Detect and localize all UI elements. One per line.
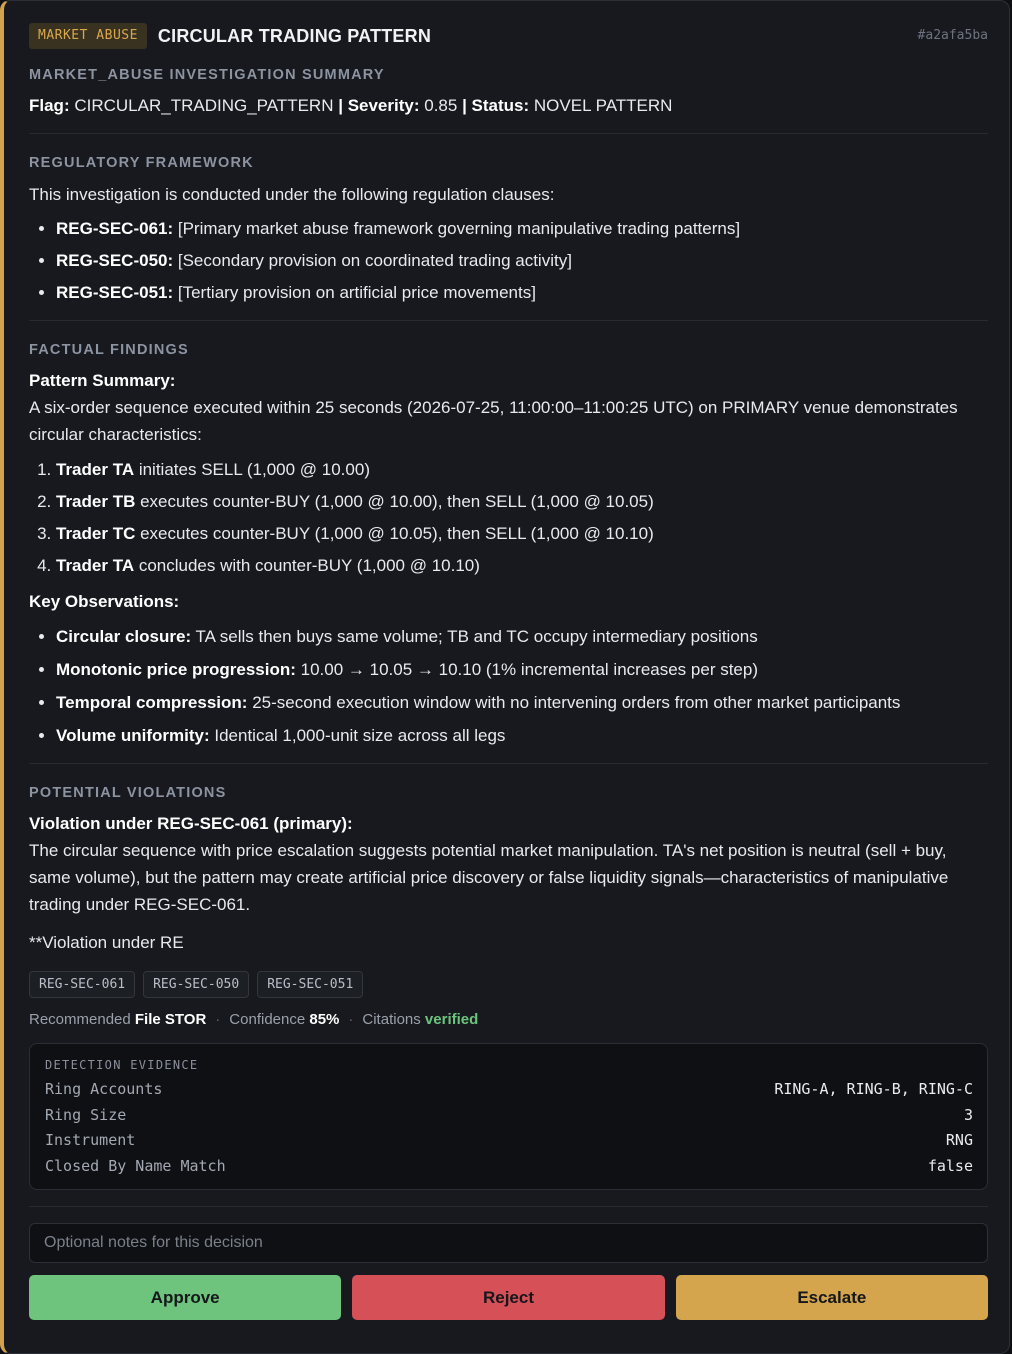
evidence-value: RING-A, RING-B, RING-C [774, 1080, 973, 1098]
divider [29, 320, 988, 321]
step-text: concludes with counter-BUY (1,000 @ 10.10) [138, 556, 480, 575]
evidence-key: Ring Size [45, 1105, 127, 1124]
reject-button[interactable]: Reject [352, 1275, 664, 1320]
detection-evidence-panel [29, 1043, 988, 1190]
list-item [56, 620, 988, 653]
regulation-text: [Secondary provision on coordinated trading activity] [177, 251, 572, 270]
divider [29, 1206, 988, 1207]
evidence-value: 3 [963, 1105, 973, 1124]
pattern-label [29, 367, 988, 394]
confidence-label: Confidence [229, 1011, 306, 1028]
list-item [56, 686, 988, 719]
framework-heading: REGULATORY FRAMEWORK [29, 155, 254, 171]
violations-section [29, 783, 988, 956]
pattern-text: A six-order sequence executed within 25 seconds (2026-07-25, 11:00:00–11:00:25 UTC) on PRIMARY venue demonstrates circular characteristics: [29, 398, 958, 444]
divider [29, 133, 988, 134]
citations-status: verified [424, 1011, 479, 1028]
recommended-value: File STOR [134, 1011, 207, 1028]
observation-label: Temporal compression: [56, 693, 248, 712]
observations-list [29, 620, 988, 752]
flag-label: Flag: [29, 96, 70, 115]
approve-button[interactable]: Approve [29, 1275, 341, 1320]
list-item [56, 245, 988, 277]
observation-label: Monotonic price progression: [56, 660, 296, 679]
alert-title: CIRCULAR TRADING PATTERN [157, 25, 432, 46]
evidence-key: Closed By Name Match [45, 1156, 226, 1175]
regulation-chip: REG-SEC-061 [29, 971, 135, 998]
trader-name: Trader TB [56, 492, 136, 511]
regulation-chip: REG-SEC-050 [143, 971, 249, 998]
trader-name: Trader TA [56, 460, 135, 479]
card-header [29, 22, 988, 50]
status-label: Status: [471, 96, 530, 115]
regulation-text: [Tertiary provision on artificial price movements] [177, 283, 536, 302]
summary-section [29, 65, 988, 119]
observation-label: Volume uniformity: [56, 726, 210, 745]
summary-heading: MARKET_ABUSE INVESTIGATION SUMMARY [29, 67, 385, 83]
separator: | [333, 96, 348, 115]
meta-separator: · [348, 1011, 354, 1028]
trader-name: Trader TC [56, 524, 136, 543]
findings-heading: FACTUAL FINDINGS [29, 342, 189, 358]
observation-text: Identical 1,000-unit size across all legs [214, 726, 506, 745]
evidence-row [45, 1154, 973, 1180]
findings-section [29, 340, 988, 752]
regulation-chips [29, 971, 988, 998]
recommended-label: Recommended [29, 1011, 131, 1028]
decision-meta [29, 1011, 988, 1028]
divider [29, 763, 988, 764]
escalate-button[interactable]: Escalate [676, 1275, 988, 1320]
regulation-code: REG-SEC-051: [56, 283, 174, 302]
separator: | [457, 96, 472, 115]
regulation-text: [Primary market abuse framework governing manipulative trading patterns] [177, 219, 741, 238]
violation-label-text: Violation under REG-SEC-061 (primary): [29, 814, 353, 833]
observations-label [29, 588, 988, 615]
meta-separator: · [215, 1011, 221, 1028]
trader-name: Trader TA [56, 556, 135, 575]
alert-hash: #a2afa5ba [917, 28, 988, 43]
evidence-row [45, 1077, 973, 1103]
severity-label: Severity: [347, 96, 420, 115]
observation-text: 10.00 → 10.05 → 10.10 (1% incremental increases per step) [300, 660, 758, 679]
list-item [56, 454, 988, 486]
violation-text: The circular sequence with price escalation suggests potential market manipulation. TA's net position is neutral (sell + buy, same volume), but the pattern may create artificial price discovery or false liquidity signals—characteristics of manipulative trading under REG-SEC-061. [29, 841, 949, 914]
step-text: executes counter-BUY (1,000 @ 10.00), then SELL (1,000 @ 10.05) [140, 492, 654, 511]
framework-section [29, 153, 988, 309]
evidence-key: Instrument [45, 1131, 136, 1149]
sequence-list [29, 454, 988, 582]
evidence-row [45, 1128, 973, 1154]
list-item [56, 550, 988, 582]
regulation-list [29, 213, 988, 309]
evidence-row [45, 1103, 973, 1129]
violation-label [29, 810, 988, 837]
list-item [56, 277, 988, 309]
observation-text: TA sells then buys same volume; TB and TC occupy intermediary positions [195, 627, 758, 646]
list-item [56, 518, 988, 550]
category-badge: MARKET ABUSE [29, 23, 147, 49]
severity-value: 0.85 [424, 96, 458, 115]
step-text: executes counter-BUY (1,000 @ 10.05), then SELL (1,000 @ 10.10) [140, 524, 654, 543]
evidence-value: false [927, 1156, 973, 1175]
decision-notes-input[interactable] [29, 1223, 988, 1263]
list-item [56, 213, 988, 245]
step-text: initiates SELL (1,000 @ 10.00) [138, 460, 370, 479]
evidence-key: Ring Accounts [45, 1080, 163, 1098]
citations-label: Citations [362, 1011, 421, 1028]
violation-truncated: **Violation under RE [29, 933, 184, 952]
regulation-chip: REG-SEC-051 [257, 971, 363, 998]
list-item [56, 486, 988, 518]
framework-intro: This investigation is conducted under the following regulation clauses: [29, 185, 555, 204]
violations-heading: POTENTIAL VIOLATIONS [29, 785, 227, 801]
status-value: NOVEL PATTERN [533, 96, 673, 115]
notes-wrapper [29, 1223, 988, 1263]
evidence-value: RNG [945, 1131, 973, 1149]
regulation-code: REG-SEC-050: [56, 251, 174, 270]
pattern-label-text: Pattern Summary: [29, 371, 176, 390]
list-item [56, 653, 988, 686]
regulation-code: REG-SEC-061: [56, 219, 174, 238]
list-item [56, 719, 988, 752]
observation-label: Circular closure: [56, 627, 192, 646]
decision-actions [29, 1275, 988, 1320]
observations-label-text: Key Observations: [29, 592, 180, 611]
confidence-value: 85% [309, 1011, 340, 1028]
evidence-heading: DETECTION EVIDENCE [45, 1058, 199, 1072]
summary-line [29, 92, 988, 119]
observation-text: 25-second execution window with no intervening orders from other market participants [252, 693, 901, 712]
flag-value: CIRCULAR_TRADING_PATTERN [74, 96, 334, 115]
